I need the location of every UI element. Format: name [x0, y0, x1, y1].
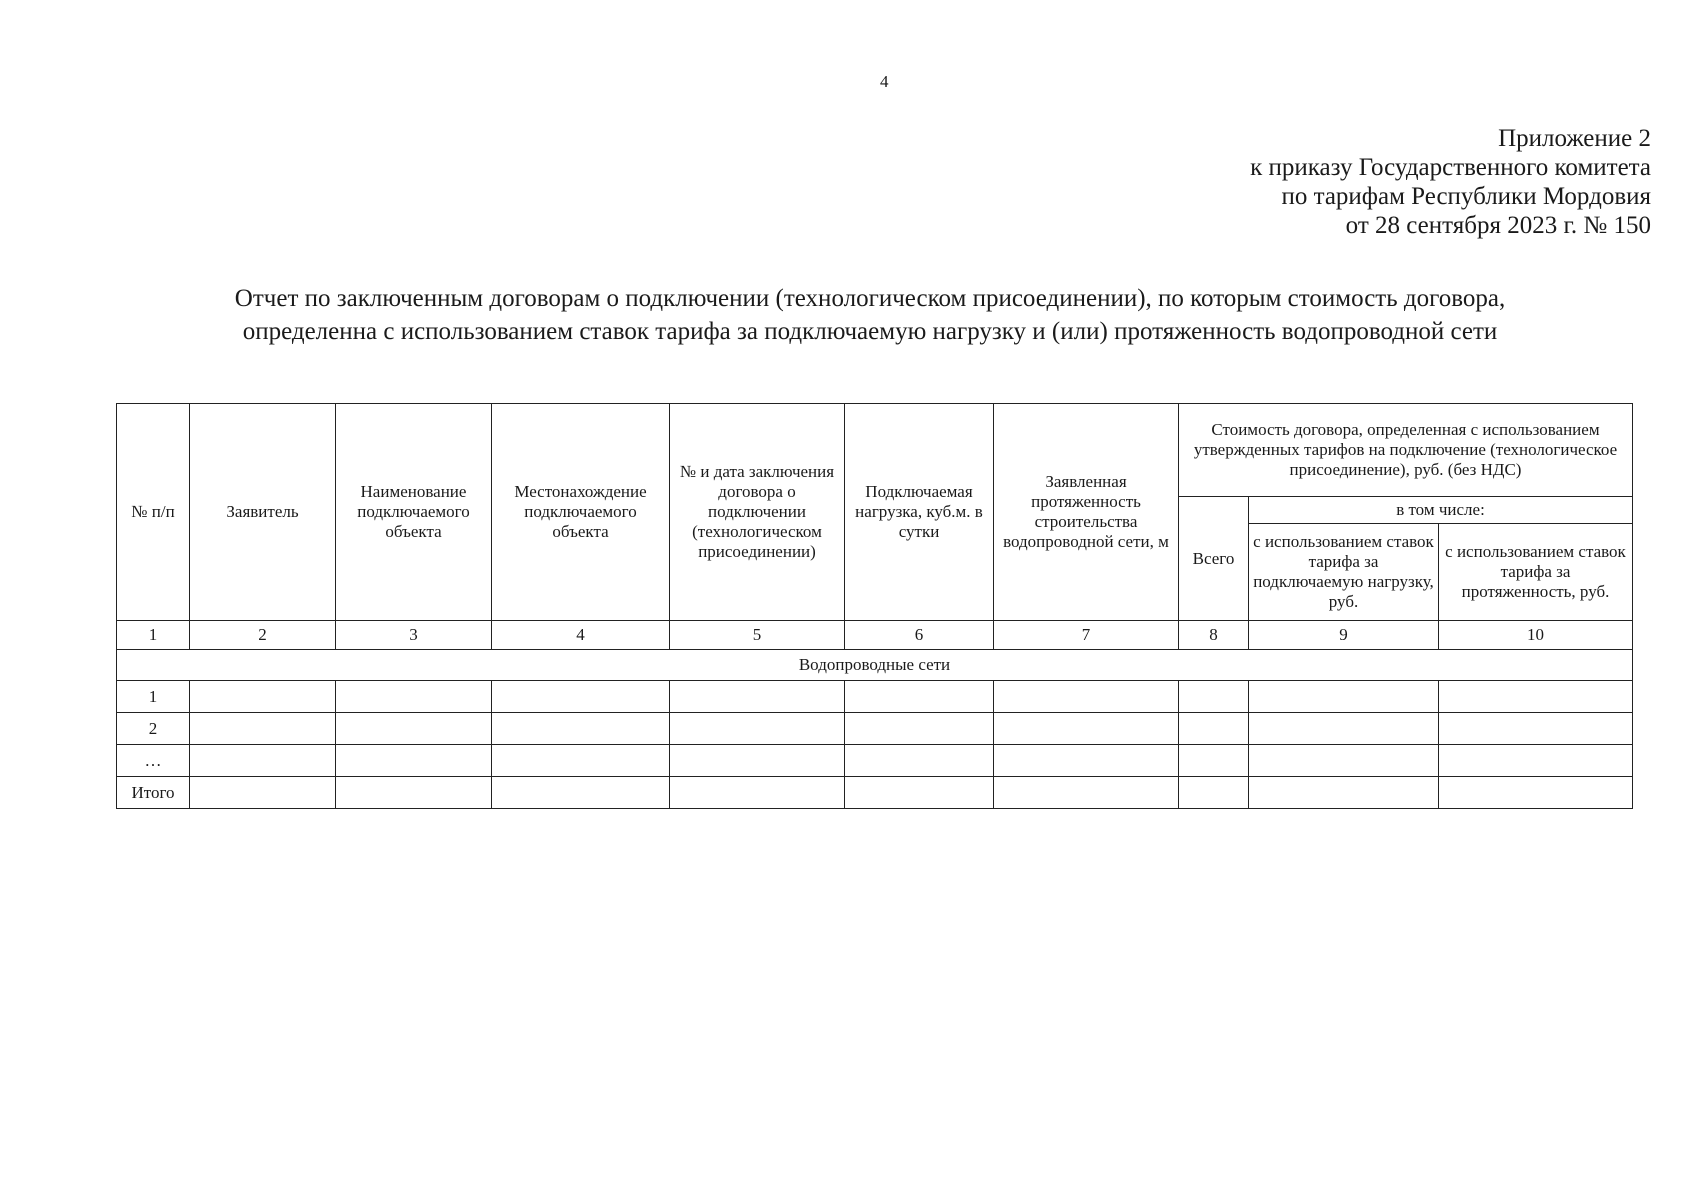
approval-line: от 28 сентября 2023 г. № 150	[1345, 212, 1651, 239]
table-cell	[1249, 681, 1439, 713]
column-number-cell: 9	[1249, 621, 1439, 650]
approval-line: Приложение 2	[1498, 125, 1651, 152]
header-cell-declared-length: Заявленная протяженность строительства водопроводной сети, м	[994, 404, 1179, 621]
table-cell	[190, 777, 336, 809]
table-cell	[670, 681, 845, 713]
header-row	[117, 404, 1633, 497]
table-cell	[492, 681, 670, 713]
table-cell	[1249, 713, 1439, 745]
row-label: 2	[117, 713, 190, 745]
page-number: 4	[880, 72, 889, 91]
table-cell	[994, 745, 1179, 777]
column-number-cell: 10	[1439, 621, 1633, 650]
header-cell-applicant: Заявитель	[190, 404, 336, 621]
table-cell	[492, 745, 670, 777]
table-cell	[190, 713, 336, 745]
total-row	[117, 777, 1633, 809]
header-cell-connected-load: Подключаемая нагрузка, куб.м. в сутки	[845, 404, 994, 621]
header-cell-contract-cost: Стоимость договора, определенная с использованием утвержденных тарифов на подключение (технологическое присоединение), руб. (без НДС)	[1179, 404, 1633, 497]
section-label: Водопроводные сети	[117, 650, 1633, 681]
table-cell	[1179, 681, 1249, 713]
header-cell-object-name: Наименование подключаемого объекта	[336, 404, 492, 621]
header-cell-cost-by-load: с использованием ставок тарифа за подключаемую нагрузку, руб.	[1249, 524, 1439, 621]
header-cell-number: № п/п	[117, 404, 190, 621]
table-cell	[994, 681, 1179, 713]
header-cell-total: Всего	[1179, 497, 1249, 621]
table-cell	[670, 745, 845, 777]
column-number-cell: 5	[670, 621, 845, 650]
column-number-cell: 2	[190, 621, 336, 650]
table-cell	[1249, 777, 1439, 809]
table-cell	[1179, 745, 1249, 777]
table-cell	[1439, 713, 1633, 745]
table-cell	[845, 681, 994, 713]
report-title	[150, 282, 1590, 348]
table-cell	[670, 777, 845, 809]
table-row	[117, 681, 1633, 713]
table-cell	[994, 713, 1179, 745]
table-cell	[1179, 777, 1249, 809]
approval-block	[1250, 124, 1651, 240]
table-cell	[1179, 713, 1249, 745]
row-label: 1	[117, 681, 190, 713]
table-cell	[1439, 745, 1633, 777]
row-label: …	[117, 745, 190, 777]
column-number-cell: 6	[845, 621, 994, 650]
table-cell	[1439, 681, 1633, 713]
column-number-cell: 1	[117, 621, 190, 650]
column-number-cell: 7	[994, 621, 1179, 650]
header-cell-object-location: Местонахождение подключаемого объекта	[492, 404, 670, 621]
header-cell-including: в том числе:	[1249, 497, 1633, 524]
table-cell	[845, 745, 994, 777]
table-cell	[994, 777, 1179, 809]
table-cell	[492, 713, 670, 745]
table-cell	[336, 745, 492, 777]
table-row	[117, 713, 1633, 745]
approval-line: к приказу Государственного комитета	[1250, 154, 1651, 181]
column-number-row	[117, 621, 1633, 650]
report-title-line: определенна с использованием ставок тарифа за подключаемую нагрузку и (или) протяженность водопроводной сети	[242, 318, 1498, 345]
table-cell	[336, 777, 492, 809]
row-label: Итого	[117, 777, 190, 809]
section-row	[117, 650, 1633, 681]
approval-line: по тарифам Республики Мордовия	[1281, 183, 1651, 210]
table-cell	[1249, 745, 1439, 777]
table-cell	[190, 745, 336, 777]
table-cell	[845, 777, 994, 809]
column-number-cell: 4	[492, 621, 670, 650]
table-cell	[492, 777, 670, 809]
report-title-line: Отчет по заключенным договорам о подключении (технологическом присоединении), по которым стоимость договора,	[234, 285, 1506, 312]
table-cell	[336, 713, 492, 745]
table-cell	[336, 681, 492, 713]
table-cell	[1439, 777, 1633, 809]
report-table	[116, 403, 1633, 809]
column-number-cell: 8	[1179, 621, 1249, 650]
header-cell-cost-by-length: с использованием ставок тарифа за протяженность, руб.	[1439, 524, 1633, 621]
table-cell	[670, 713, 845, 745]
table-row	[117, 745, 1633, 777]
header-cell-contract-number-date: № и дата заключения договора о подключении (технологическом присоединении)	[670, 404, 845, 621]
table-cell	[190, 681, 336, 713]
column-number-cell: 3	[336, 621, 492, 650]
table-cell	[845, 713, 994, 745]
